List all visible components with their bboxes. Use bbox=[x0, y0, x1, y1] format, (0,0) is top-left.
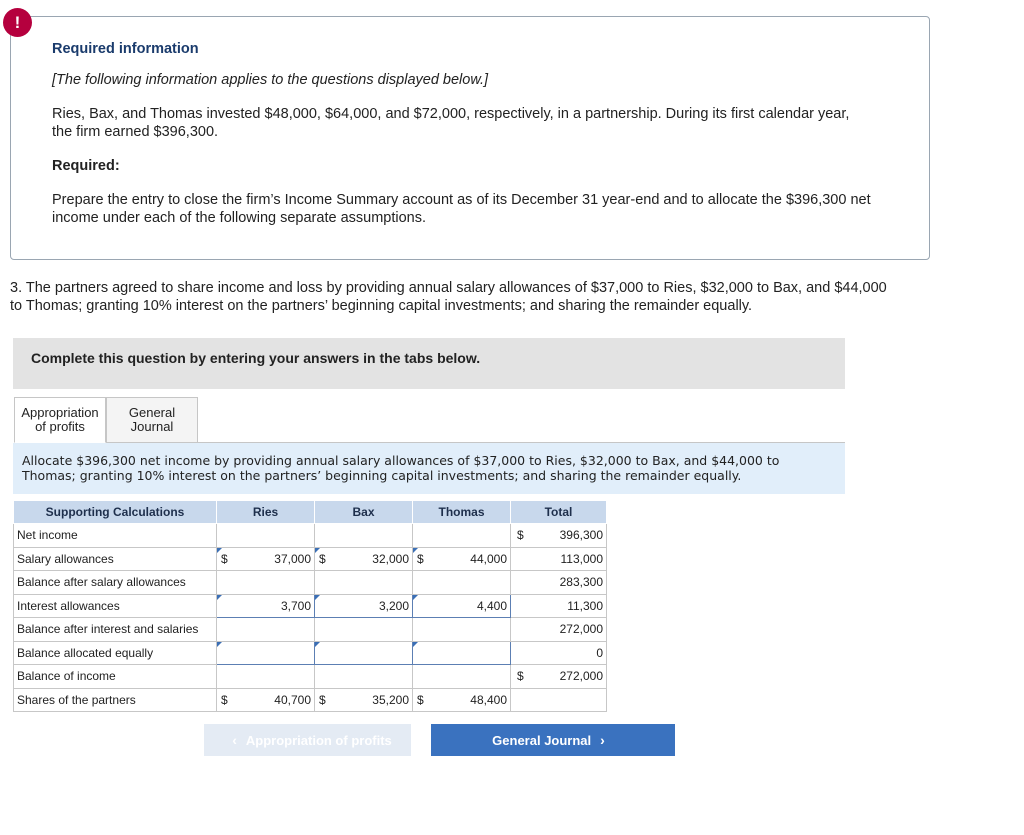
thomas-interest-input[interactable]: 4,400 bbox=[413, 594, 511, 618]
thomas-equal-share-input[interactable] bbox=[413, 641, 511, 665]
dollar-sign: $ bbox=[413, 688, 431, 712]
total-interest: 11,300 bbox=[531, 594, 607, 618]
dollar-sign: $ bbox=[217, 688, 235, 712]
dollar-sign: $ bbox=[511, 665, 531, 689]
row-label: Balance of income bbox=[14, 665, 217, 689]
required-information-box bbox=[10, 16, 930, 260]
dollar-sign: $ bbox=[413, 547, 431, 571]
row-label: Net income bbox=[14, 524, 217, 548]
dollar-sign: $ bbox=[217, 547, 235, 571]
table-row bbox=[14, 665, 607, 689]
table-row bbox=[14, 594, 607, 618]
row-label: Balance after interest and salaries bbox=[14, 618, 217, 642]
table-row bbox=[14, 524, 607, 548]
total-after-interest: 272,000 bbox=[531, 618, 607, 642]
header-thomas: Thomas bbox=[413, 501, 511, 524]
dollar-sign: $ bbox=[315, 547, 333, 571]
alert-icon bbox=[3, 8, 32, 37]
thomas-share: 48,400 bbox=[431, 688, 511, 712]
ries-interest-input[interactable]: 3,700 bbox=[217, 594, 315, 618]
info-note: [The following information applies to the questions displayed below.] bbox=[52, 72, 489, 88]
table-row bbox=[14, 571, 607, 595]
ries-salary-input[interactable]: 37,000 bbox=[235, 547, 315, 571]
total-after-salary: 283,300 bbox=[531, 571, 607, 595]
instruction-text: Complete this question by entering your answers in the tabs below. bbox=[31, 350, 481, 366]
next-tab-label: General Journal bbox=[492, 732, 592, 748]
tab-label-line2: of profits bbox=[35, 419, 85, 434]
tab-bar bbox=[14, 397, 198, 443]
table-row bbox=[14, 688, 607, 712]
table-row bbox=[14, 641, 607, 665]
total-equal-share: 0 bbox=[531, 641, 607, 665]
tab-appropriation-of-profits[interactable] bbox=[14, 397, 106, 443]
required-label: Required: bbox=[52, 158, 120, 174]
chevron-left-icon: ‹ bbox=[232, 732, 237, 748]
row-label: Balance after salary allowances bbox=[14, 571, 217, 595]
header-ries: Ries bbox=[217, 501, 315, 524]
total-salary: 113,000 bbox=[531, 547, 607, 571]
table-row bbox=[14, 547, 607, 571]
bax-equal-share-input[interactable] bbox=[315, 641, 413, 665]
row-label: Salary allowances bbox=[14, 547, 217, 571]
required-text: Prepare the entry to close the firm’s Income Summary account as of its December 31 year-end and to allocate the $396,300 net income under each of the following separate assumptions. bbox=[52, 192, 871, 226]
header-bax: Bax bbox=[315, 501, 413, 524]
allocation-banner bbox=[13, 443, 845, 494]
previous-tab-button[interactable] bbox=[204, 724, 411, 756]
chevron-right-icon: › bbox=[600, 732, 605, 748]
header-total: Total bbox=[511, 501, 607, 524]
total-net-income: 396,300 bbox=[531, 524, 607, 548]
ries-equal-share-input[interactable] bbox=[217, 641, 315, 665]
info-body: Ries, Bax, and Thomas invested $48,000, $64,000, and $72,000, respectively, in a partnership. During its first calendar year, the firm earned $396,300. bbox=[52, 106, 850, 140]
allocation-text: Allocate $396,300 net income by providing annual salary allowances of $37,000 to Ries, $32,000 to Bax, and $44,000 to Thomas; granting 10% interest on the partners’ beginning capital investments; and sharing the remainder equally. bbox=[22, 453, 780, 483]
bax-interest-input[interactable]: 3,200 bbox=[315, 594, 413, 618]
tab-label-line1: General bbox=[128, 405, 176, 420]
table-row bbox=[14, 618, 607, 642]
question-text: 3. The partners agreed to share income and loss by providing annual salary allowances of $37,000 to Ries, $32,000 to Bax, and $44,000 to Thomas; granting 10% interest on the partners’ beginning capital investments; and sharing the remainder equally. bbox=[10, 280, 887, 314]
bax-share: 35,200 bbox=[333, 688, 413, 712]
exclamation-icon: ! bbox=[14, 12, 21, 32]
total-balance-income: 272,000 bbox=[531, 665, 607, 689]
header-supporting-calculations: Supporting Calculations bbox=[14, 501, 217, 524]
supporting-calculations-table bbox=[13, 500, 607, 712]
instruction-bar bbox=[13, 338, 845, 389]
info-title: Required information bbox=[52, 41, 199, 57]
bax-salary-input[interactable]: 32,000 bbox=[333, 547, 413, 571]
previous-tab-label: Appropriation of profits bbox=[245, 732, 392, 748]
dollar-sign: $ bbox=[315, 688, 333, 712]
ries-share: 40,700 bbox=[235, 688, 315, 712]
row-label: Balance allocated equally bbox=[14, 641, 217, 665]
tab-label-line1: Appropriation bbox=[21, 405, 99, 420]
row-label: Shares of the partners bbox=[14, 688, 217, 712]
thomas-salary-input[interactable]: 44,000 bbox=[431, 547, 511, 571]
tab-label-line2: Journal bbox=[130, 419, 174, 434]
tab-general-journal[interactable] bbox=[106, 397, 198, 443]
table-header-row bbox=[14, 501, 607, 524]
next-tab-button[interactable] bbox=[431, 724, 675, 756]
row-label: Interest allowances bbox=[14, 594, 217, 618]
dollar-sign: $ bbox=[511, 524, 531, 548]
